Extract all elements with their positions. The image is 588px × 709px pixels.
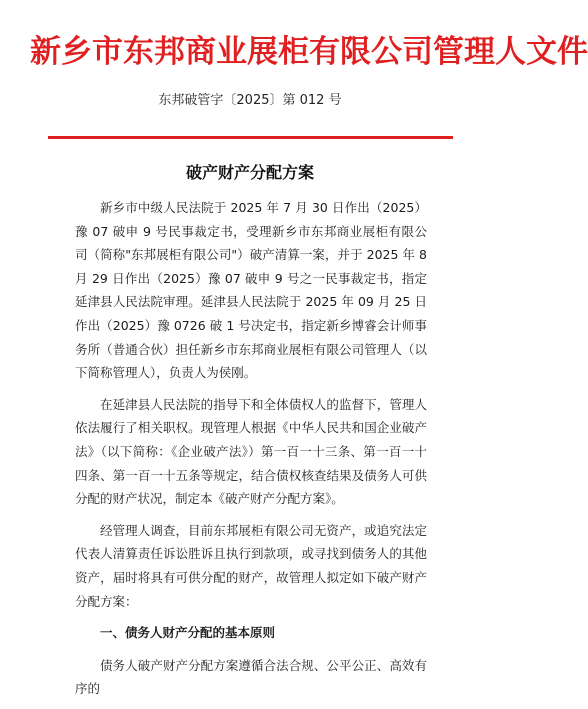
paragraph-4: 债务人破产财产分配方案遵循合法合规、公平公正、高效有序的 — [75, 657, 427, 697]
paragraph-1: 新乡市中级人民法院于 2025 年 7 月 30 日作出（2025）豫 07 破申 9 号民事裁定书，受理新乡市东邦商业展柜有限公司（简称"东邦展柜有限公司"）破产清算一案，并于 2025 年 8 月 29 日作出（2025）豫 07 破申 9 号之一民事裁定书，指定延津县人民法院审理。延津县人民法院于 2025 年 09 月 25 日作出（2025）豫 0726 破 1 号决定书，指定新乡博睿会计师事务所（普通合伙）担任新乡市东邦商业展柜有限公司管理人（以下简称管理人），负责人为侯刚。 — [75, 200, 427, 381]
paragraph-3: 经管理人调查，目前东邦展柜有限公司无资产，或追究法定代表人清算责任诉讼胜诉且执行到款项，或寻找到债务人的其他资产，届时将具有可供分配的财产，故管理人拟定如下破产财产分配方案： — [75, 522, 427, 609]
section-heading-1: 一、债务人财产分配的基本原则 — [100, 625, 276, 641]
paragraph-2: 在延津县人民法院的指导下和全体债权人的监督下，管理人依法履行了相关职权。现管理人根据《中华人民共和国企业破产法》（以下简称：《企业破产法》）第一百一十三条、第一百一十四条、第一百一十五条等规定，结合债权核查结果及债务人可供分配的财产状况，制定本《破产财产分配方案》。 — [75, 396, 427, 507]
document-number: 东邦破管字〔2025〕第 012 号 — [158, 93, 342, 108]
document-title: 破产财产分配方案 — [185, 163, 314, 182]
document-body — [75, 196, 427, 709]
red-divider — [48, 136, 453, 139]
masthead-title: 新乡市东邦商业展柜有限公司管理人文件 — [30, 34, 588, 70]
